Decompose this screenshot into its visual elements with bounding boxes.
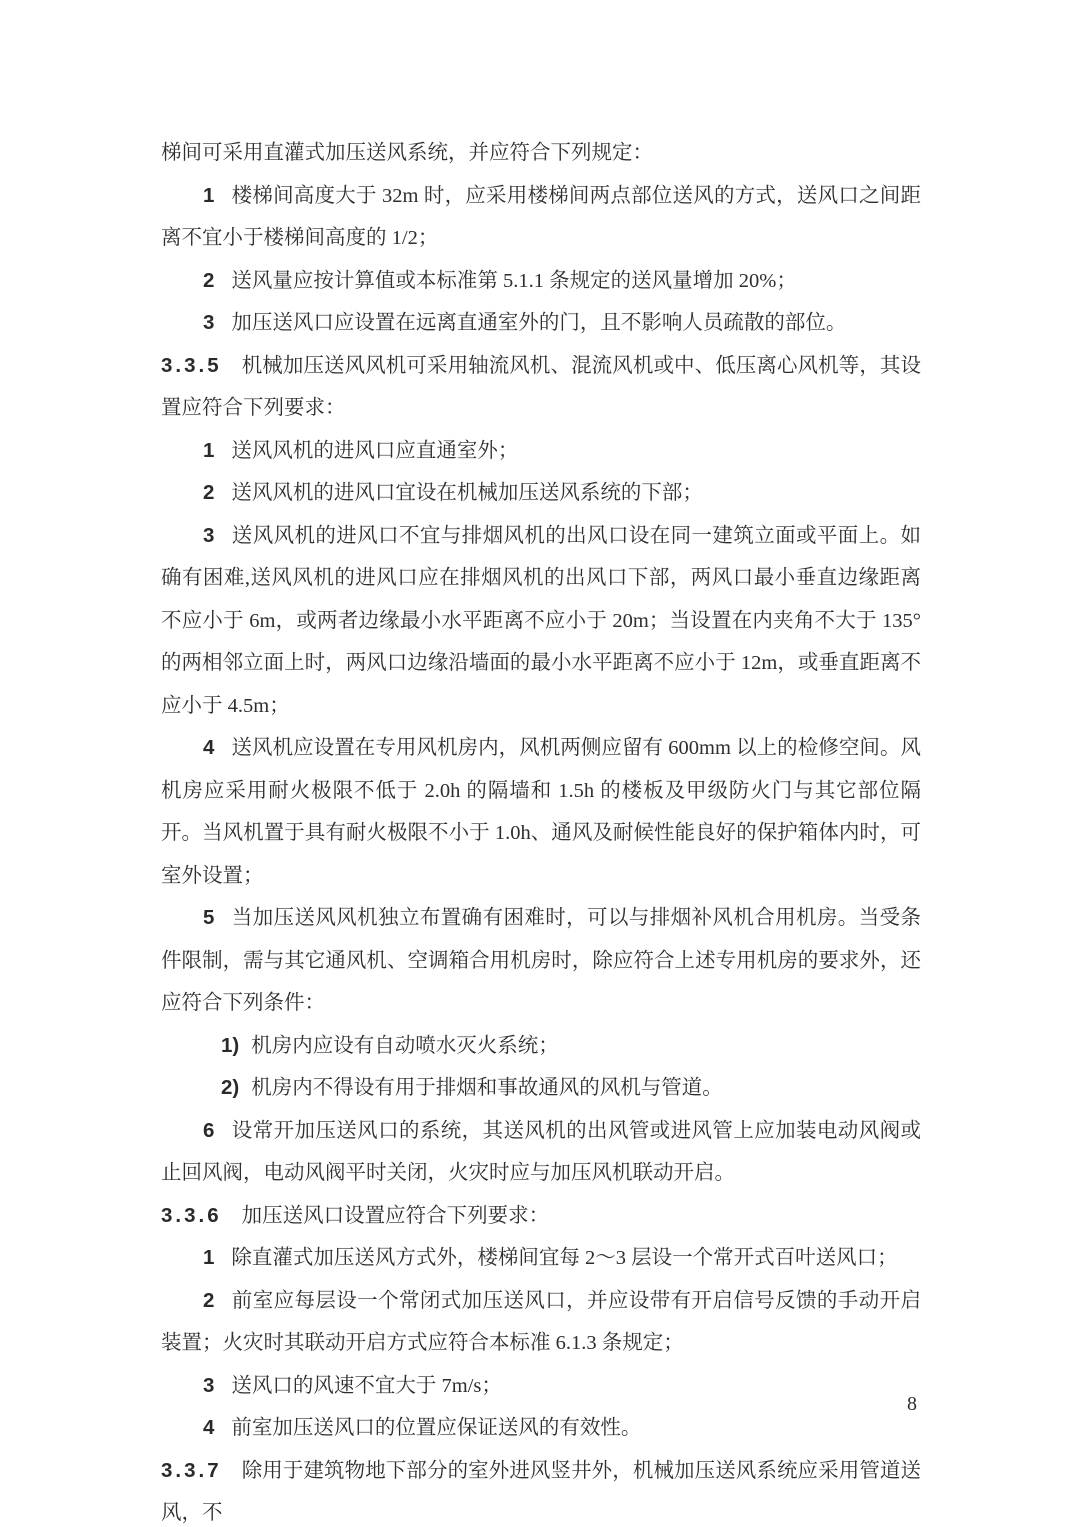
paragraph (161, 430, 921, 473)
paragraph-text: 除直灌式加压送风方式外，楼梯间宜每 2～3 层设一个常开式百叶送风口； (231, 1247, 898, 1269)
paragraph-text: 当加压送风风机独立布置确有困难时，可以与排烟补风机合用机房。当受条件限制，需与其它通风机、空调箱合用机房时，除应符合上述专用机房的要求外，还应符合下列条件： (161, 907, 921, 1014)
paragraph-text: 机械加压送风风机可采用轴流风机、混流风机或中、低压离心风机等，其设置应符合下列要求： (161, 354, 921, 419)
paragraph (161, 1280, 921, 1365)
paragraph-number: 2 (203, 1288, 215, 1312)
paragraph (161, 1025, 921, 1068)
paragraph (161, 472, 921, 515)
paragraph-text: 送风量应按计算值或本标准第 5.1.1 条规定的送风量增加 20%； (231, 269, 797, 292)
paragraph-number: 3.3.5 (161, 353, 222, 377)
paragraph-number: 3 (203, 523, 215, 547)
paragraph-number: 2 (203, 268, 215, 292)
paragraph-text: 送风风机的进风口不宜与排烟风机的出风口设在同一建筑立面或平面上。如确有困难,送风风机的进风口应在排烟风机的出风口下部，两风口最小垂直边缘距离不应小于 6m，或两者边缘最小水平距离不应小于 20m；当设置在内夹角不大于 135° 的两相邻立面上时，两风口边缘沿墙面的最小水平距离不应小于 12m，或垂直距离不应小于 4.5m； (161, 524, 921, 717)
paragraph-number: 1 (203, 1246, 215, 1269)
paragraph-text: 除用于建筑物地下部分的室外进风竖井外，机械加压送风系统应采用管道送风，不 (161, 1459, 921, 1524)
paragraph (161, 1365, 921, 1408)
paragraph-text: 送风口的风速不宜大于 7m/s； (231, 1374, 502, 1397)
page-number: 8 (907, 1393, 917, 1415)
paragraph-number: 4 (203, 736, 215, 759)
paragraph (161, 897, 921, 1025)
paragraph-number: 1 (203, 438, 215, 462)
paragraph-number: 3 (203, 1373, 215, 1397)
paragraph-number: 3.3.7 (161, 1458, 222, 1482)
paragraph-number: 5 (203, 906, 215, 929)
paragraph (161, 1195, 921, 1238)
document-body (161, 132, 921, 1527)
paragraph-text: 送风风机的进风口宜设在机械加压送风系统的下部； (231, 482, 703, 504)
paragraph (161, 727, 921, 897)
paragraph-text: 送风风机的进风口应直通室外； (231, 439, 519, 462)
paragraph-number: 6 (203, 1118, 215, 1142)
paragraph-number: 4 (203, 1416, 215, 1439)
paragraph-number: 1 (203, 183, 215, 207)
paragraph (161, 1450, 921, 1527)
paragraph (161, 1237, 921, 1280)
paragraph-number: 3 (203, 311, 215, 334)
paragraph (161, 1110, 921, 1195)
paragraph-number: 1) (221, 1033, 240, 1057)
paragraph-text: 加压送风口设置应符合下列要求： (241, 1204, 550, 1227)
paragraph (161, 515, 921, 728)
paragraph (161, 1067, 921, 1110)
paragraph-number: 2) (221, 1076, 240, 1099)
paragraph (161, 345, 921, 430)
paragraph-text: 前室应每层设一个常闭式加压送风口，并应设带有开启信号反馈的手动开启装置；火灾时其联动开启方式应符合本标准 6.1.3 条规定； (161, 1289, 921, 1354)
paragraph (161, 260, 921, 303)
paragraph-text: 设常开加压送风口的系统，其送风机的出风管或进风管上应加装电动风阀或止回风阀，电动风阀平时关闭，火灾时应与加压风机联动开启。 (161, 1119, 921, 1184)
paragraph-number: 3.3.6 (161, 1203, 222, 1227)
paragraph-text: 送风机应设置在专用风机房内，风机两侧应留有 600mm 以上的检修空间。风机房应采用耐火极限不低于 2.0h 的隔墙和 1.5h 的楼板及甲级防火门与其它部位隔开。当风机置于具有耐火极限不小于 1.0h、通风及耐候性能良好的保护箱体内时，可室外设置； (161, 737, 921, 887)
paragraph (161, 132, 921, 175)
paragraph (161, 175, 921, 260)
paragraph-text: 加压送风口应设置在远离直通室外的门，且不影响人员疏散的部位。 (231, 312, 847, 334)
paragraph (161, 302, 921, 345)
paragraph-text: 楼梯间高度大于 32m 时，应采用楼梯间两点部位送风的方式，送风口之间距离不宜小于楼梯间高度的 1/2； (161, 184, 921, 249)
paragraph (161, 1407, 921, 1450)
paragraph-text: 机房内应设有自动喷水灭火系统； (251, 1034, 559, 1057)
paragraph-text: 梯间可采用直灌式加压送风系统，并应符合下列规定： (161, 142, 653, 164)
paragraph-number: 2 (203, 481, 215, 504)
paragraph-text: 前室加压送风口的位置应保证送风的有效性。 (231, 1417, 642, 1439)
paragraph-text: 机房内不得设有用于排烟和事故通风的风机与管道。 (251, 1077, 723, 1099)
